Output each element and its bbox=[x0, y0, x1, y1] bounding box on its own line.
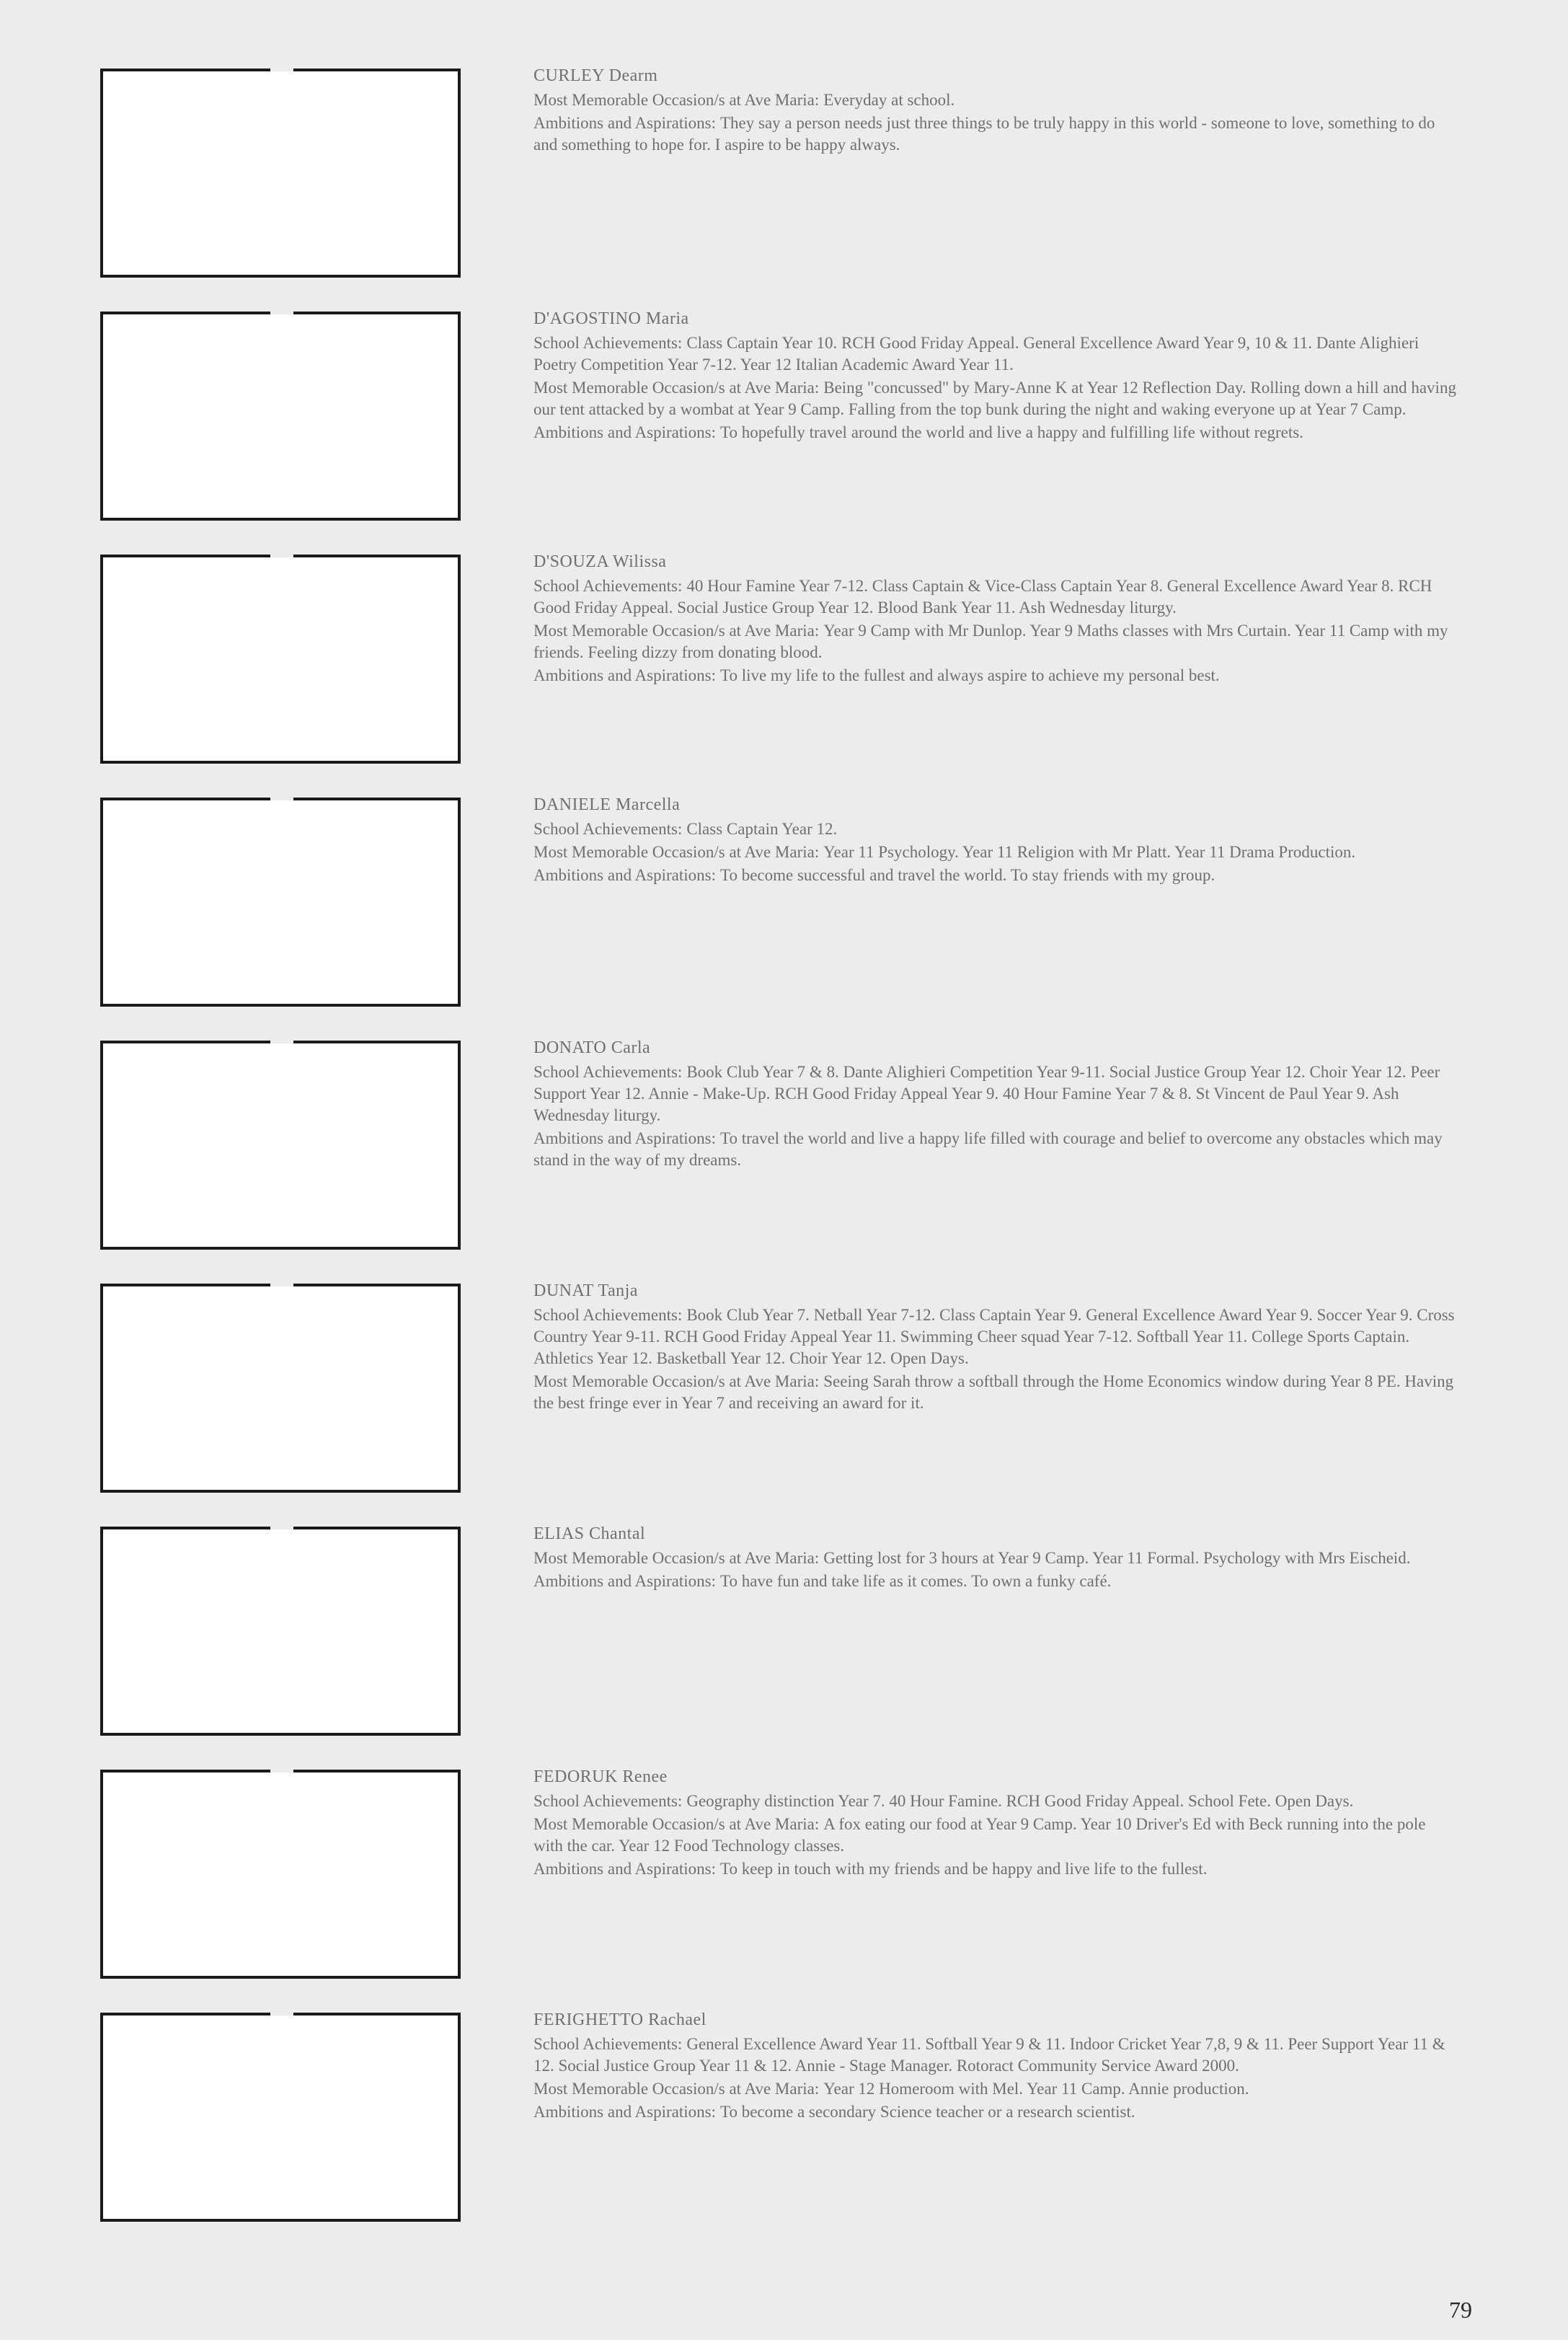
bio-field-label: Most Memorable Occasion/s at Ave Maria: bbox=[533, 622, 820, 640]
bio-field bbox=[533, 1791, 1456, 1812]
bio-field-label: Ambitions and Aspirations: bbox=[533, 423, 716, 441]
bio-field-text: They say a person needs just three things to be truly happy in this world - someone to love, something to do and something to hope for. I aspire to be happy always. bbox=[533, 114, 1435, 154]
bio-field bbox=[533, 865, 1456, 886]
student-bio bbox=[533, 794, 1456, 888]
bio-field bbox=[533, 818, 1456, 840]
bio-field-text: Book Club Year 7. Netball Year 7-12. Class Captain Year 9. General Excellence Award Year 9. Soccer Year 9. Cross Country Year 9-11. RCH Good Friday Appeal Year 11. Swimming Cheer squad Year 7-12. Softball Year 11. College Sports Captain. Athletics Year 12. Basketball Year 12. Choir Year 12. Open Days. bbox=[533, 1306, 1455, 1367]
bio-field bbox=[533, 89, 1456, 111]
bio-field bbox=[533, 2034, 1456, 2077]
photo-placeholder bbox=[100, 1041, 461, 1250]
photo-placeholder bbox=[100, 1284, 461, 1493]
bio-field-label: School Achievements: bbox=[533, 1063, 683, 1081]
bio-field bbox=[533, 1548, 1456, 1569]
bio-field-text: Class Captain Year 10. RCH Good Friday Appeal. General Excellence Award Year 9, 10 & 11. Dante Alighieri Poetry Competition Year 7-12. Year 12 Italian Academic Award Year 11. bbox=[533, 334, 1419, 374]
student-given-name: Maria bbox=[645, 309, 689, 328]
bio-field-text: To become successful and travel the world. To stay friends with my group. bbox=[720, 866, 1215, 884]
bio-field bbox=[533, 1814, 1456, 1857]
student-surname: FERIGHETTO bbox=[533, 2010, 644, 2029]
student-name bbox=[533, 551, 1456, 573]
bio-field bbox=[533, 1128, 1456, 1171]
bio-field-text: Year 12 Homeroom with Mel. Year 11 Camp. Annie production. bbox=[823, 2080, 1249, 2098]
student-surname: D'AGOSTINO bbox=[533, 309, 642, 328]
bio-field bbox=[533, 620, 1456, 663]
student-given-name: Wilissa bbox=[612, 552, 667, 571]
student-bio bbox=[533, 308, 1456, 445]
photo-placeholder bbox=[100, 1527, 461, 1736]
bio-field-text: Class Captain Year 12. bbox=[686, 820, 838, 838]
bio-field-label: School Achievements: bbox=[533, 1792, 683, 1810]
bio-field bbox=[533, 575, 1456, 619]
photo-placeholder bbox=[100, 312, 461, 521]
student-given-name: Carla bbox=[611, 1038, 651, 1057]
bio-field-text: Book Club Year 7 & 8. Dante Alighieri Competition Year 9-11. Social Justice Group Year 12. Choir Year 12. Peer Support Year 12. Annie - Make-Up. RCH Good Friday Appeal Year 9. 40 Hour Famine Year 7 & 8. St Vincent de Paul Year 9. Ash Wednesday liturgy. bbox=[533, 1063, 1440, 1124]
student-bio bbox=[533, 1523, 1456, 1594]
bio-field bbox=[533, 1304, 1456, 1369]
bio-field-label: Ambitions and Aspirations: bbox=[533, 666, 716, 684]
photo-placeholder bbox=[100, 69, 461, 278]
bio-field-text: Seeing Sarah throw a softball through the Home Economics window during Year 8 PE. Having the best fringe ever in Year 7 and receiving an award for it. bbox=[533, 1372, 1454, 1412]
bio-field bbox=[533, 665, 1456, 686]
bio-field-text: General Excellence Award Year 11. Softball Year 9 & 11. Indoor Cricket Year 7,8, 9 & 11. Peer Support Year 11 & 12. Social Justice Group Year 11 & 12. Annie - Stage Manager. Rotoract Community Service Award 2000. bbox=[533, 2035, 1445, 2075]
bio-field-label: Ambitions and Aspirations: bbox=[533, 1572, 716, 1590]
bio-field-text: To have fun and take life as it comes. To own a funky café. bbox=[720, 1572, 1112, 1590]
bio-field bbox=[533, 1571, 1456, 1592]
bio-field bbox=[533, 1061, 1456, 1126]
bio-field-text: 40 Hour Famine Year 7-12. Class Captain & Vice-Class Captain Year 8. General Excellence Award Year 8. RCH Good Friday Appeal. Social Justice Group Year 12. Blood Bank Year 11. Ash Wednesday liturgy. bbox=[533, 577, 1432, 617]
student-bio bbox=[533, 65, 1456, 157]
bio-field-label: Most Memorable Occasion/s at Ave Maria: bbox=[533, 2080, 820, 2098]
bio-field-text: Getting lost for 3 hours at Year 9 Camp. Year 11 Formal. Psychology with Mrs Eischeid. bbox=[823, 1549, 1411, 1567]
bio-field-text: To travel the world and live a happy life filled with courage and belief to overcome any obstacles which may stand in the way of my dreams. bbox=[533, 1129, 1443, 1169]
bio-field-label: Most Memorable Occasion/s at Ave Maria: bbox=[533, 1815, 820, 1833]
student-name bbox=[533, 794, 1456, 816]
student-bio bbox=[533, 1766, 1456, 1881]
student-given-name: Rachael bbox=[648, 2010, 707, 2029]
student-bio bbox=[533, 2009, 1456, 2124]
student-name bbox=[533, 308, 1456, 330]
bio-field bbox=[533, 1371, 1456, 1414]
bio-field-label: Most Memorable Occasion/s at Ave Maria: bbox=[533, 843, 820, 861]
bio-field bbox=[533, 332, 1456, 376]
student-surname: DONATO bbox=[533, 1038, 607, 1057]
bio-field-label: Ambitions and Aspirations: bbox=[533, 1860, 716, 1878]
bio-field-text: To become a secondary Science teacher or a research scientist. bbox=[720, 2103, 1135, 2121]
student-surname: DUNAT bbox=[533, 1281, 594, 1300]
bio-field-label: Ambitions and Aspirations: bbox=[533, 2103, 716, 2121]
photo-placeholder bbox=[100, 1770, 461, 1979]
bio-field-label: School Achievements: bbox=[533, 334, 683, 352]
bio-field-text: To live my life to the fullest and always aspire to achieve my personal best. bbox=[720, 666, 1220, 684]
bio-field-text: Geography distinction Year 7. 40 Hour Famine. RCH Good Friday Appeal. School Fete. Open Days. bbox=[686, 1792, 1354, 1810]
bio-field bbox=[533, 112, 1456, 156]
student-given-name: Chantal bbox=[589, 1524, 646, 1543]
bio-field-text: Year 9 Camp with Mr Dunlop. Year 9 Maths classes with Mrs Curtain. Year 11 Camp with my friends. Feeling dizzy from donating blood. bbox=[533, 622, 1448, 661]
student-name bbox=[533, 65, 1456, 87]
page-number: 79 bbox=[1449, 2297, 1472, 2323]
student-name bbox=[533, 1280, 1456, 1302]
bio-field bbox=[533, 422, 1456, 443]
photo-placeholder bbox=[100, 798, 461, 1007]
bio-field-label: Most Memorable Occasion/s at Ave Maria: bbox=[533, 1372, 820, 1390]
student-surname: ELIAS bbox=[533, 1524, 585, 1543]
student-bio bbox=[533, 1037, 1456, 1173]
student-name bbox=[533, 2009, 1456, 2031]
bio-field-label: School Achievements: bbox=[533, 577, 683, 595]
student-name bbox=[533, 1037, 1456, 1059]
student-bio bbox=[533, 551, 1456, 688]
bio-field-label: Ambitions and Aspirations: bbox=[533, 1129, 716, 1147]
bio-field-text: A fox eating our food at Year 9 Camp. Year 10 Driver's Ed with Beck running into the pole with the car. Year 12 Food Technology classes. bbox=[533, 1815, 1426, 1855]
student-surname: DANIELE bbox=[533, 795, 611, 814]
photo-placeholder bbox=[100, 555, 461, 764]
bio-field bbox=[533, 1858, 1456, 1880]
student-name bbox=[533, 1523, 1456, 1545]
bio-field-text: Year 11 Psychology. Year 11 Religion with Mr Platt. Year 11 Drama Production. bbox=[823, 843, 1356, 861]
student-surname: CURLEY bbox=[533, 66, 605, 85]
student-given-name: Marcella bbox=[615, 795, 681, 814]
bio-field-text: To hopefully travel around the world and live a happy and fulfilling life without regrets. bbox=[720, 423, 1303, 441]
bio-field bbox=[533, 377, 1456, 420]
bio-field-label: Most Memorable Occasion/s at Ave Maria: bbox=[533, 379, 820, 397]
bio-field-label: School Achievements: bbox=[533, 820, 683, 838]
bio-field bbox=[533, 842, 1456, 863]
bio-field-label: School Achievements: bbox=[533, 2035, 683, 2053]
student-given-name: Renee bbox=[622, 1767, 668, 1786]
student-given-name: Dearm bbox=[608, 66, 658, 85]
student-given-name: Tanja bbox=[598, 1281, 638, 1300]
bio-field-text: Being "concussed" by Mary-Anne K at Year 12 Reflection Day. Rolling down a hill and having our tent attacked by a wombat at Year 9 Camp. Falling from the top bunk during the night and waking everyone up at Year 7 Camp. bbox=[533, 379, 1456, 418]
bio-field-label: School Achievements: bbox=[533, 1306, 683, 1324]
photo-placeholder bbox=[100, 2013, 461, 2222]
student-surname: D'SOUZA bbox=[533, 552, 608, 571]
bio-field-label: Ambitions and Aspirations: bbox=[533, 866, 716, 884]
bio-field bbox=[533, 2078, 1456, 2100]
student-surname: FEDORUK bbox=[533, 1767, 618, 1786]
bio-field-label: Most Memorable Occasion/s at Ave Maria: bbox=[533, 91, 820, 109]
student-name bbox=[533, 1766, 1456, 1788]
bio-field-text: To keep in touch with my friends and be happy and live life to the fullest. bbox=[720, 1860, 1208, 1878]
bio-field bbox=[533, 2101, 1456, 2123]
bio-field-label: Ambitions and Aspirations: bbox=[533, 114, 716, 132]
bio-field-label: Most Memorable Occasion/s at Ave Maria: bbox=[533, 1549, 820, 1567]
bio-field-text: Everyday at school. bbox=[823, 91, 955, 109]
student-bio bbox=[533, 1280, 1456, 1416]
